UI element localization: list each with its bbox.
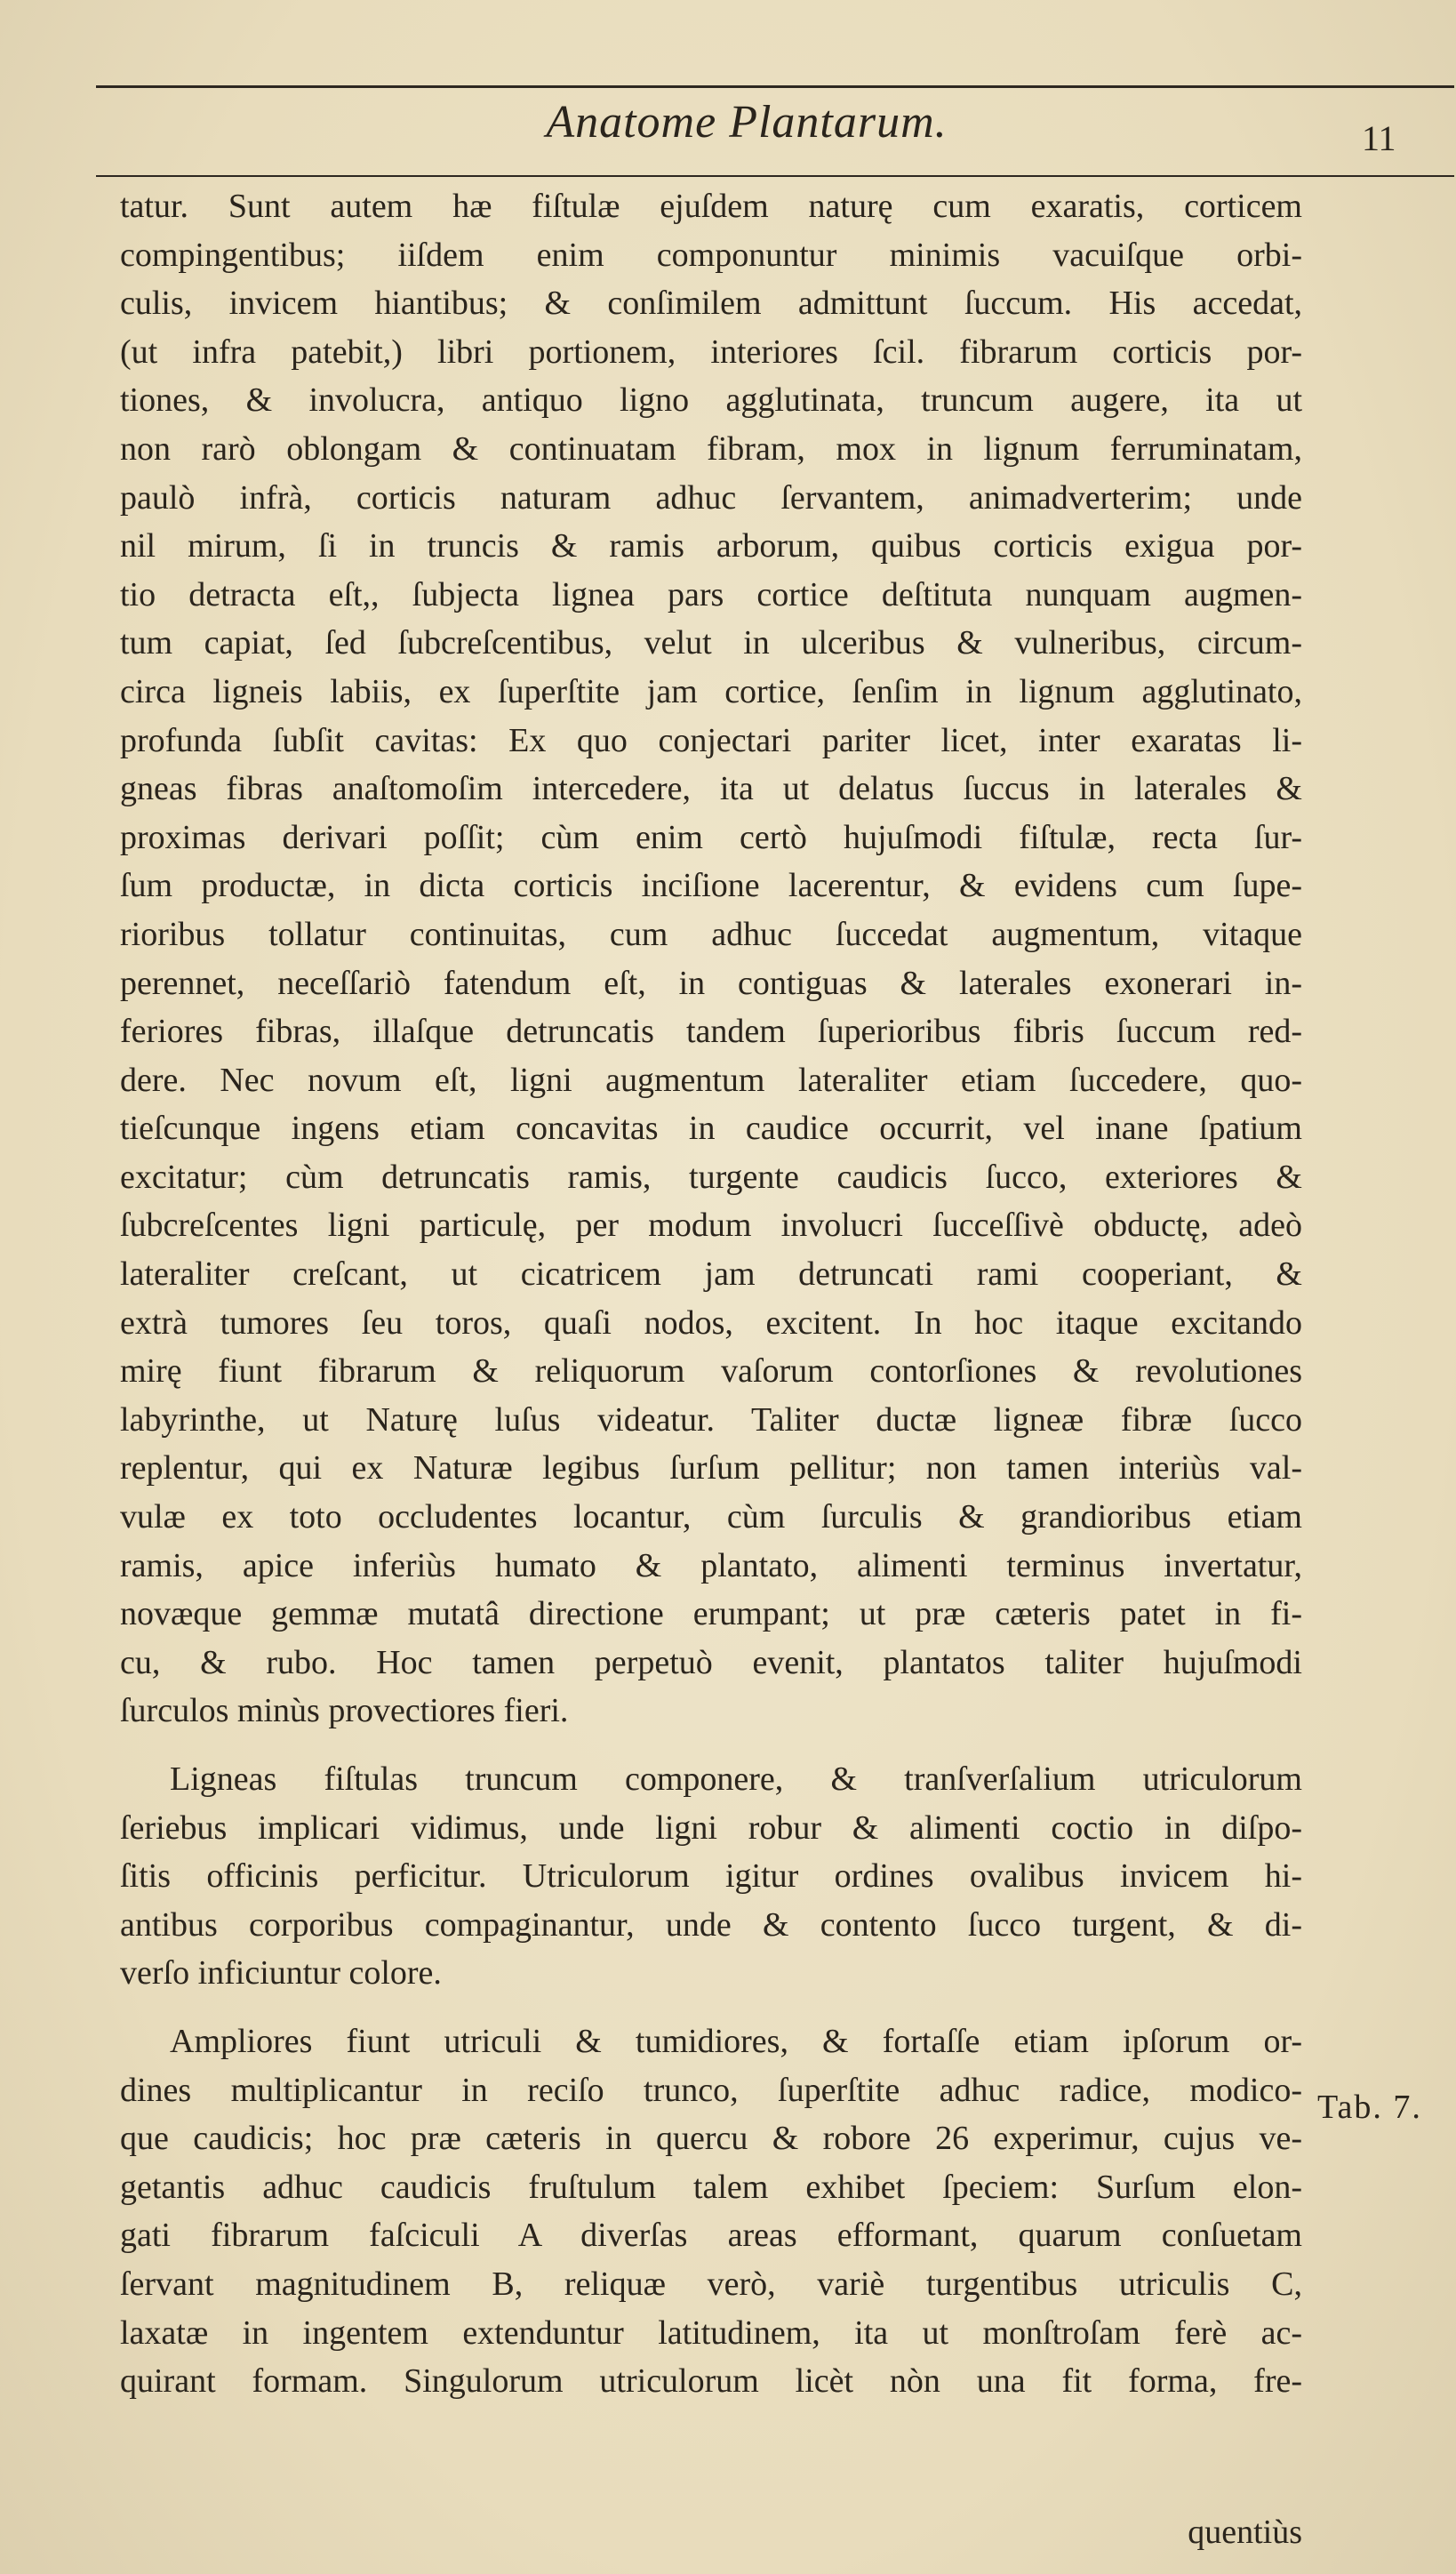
text-line: ſeriebus implicari vidimus, unde ligni robur & alimenti coctio in diſpo- (120, 1808, 1302, 1847)
paragraph-gap (120, 1736, 1302, 1755)
text-line: dines multiplicantur in reciſo trunco, ſuperſtite adhuc radice, modico- (120, 2071, 1302, 2109)
text-line: profunda ſubſit cavitas: Ex quo conjectari pariter licet, inter exaratas li- (120, 721, 1302, 759)
text-line: Ampliores fiunt utriculi & tumidiores, & fortaſſe etiam ipſorum or- (170, 2022, 1302, 2060)
text-line: laxatæ in ingentem extenduntur latitudinem, ita ut monſtroſam ferè ac- (120, 2313, 1302, 2352)
text-line: rioribus tollatur continuitas, cum adhuc ſuccedat augmentum, vitaque (120, 915, 1302, 953)
text-line: quirant formam. Singulorum utriculorum licèt nòn una fit forma, fre- (120, 2362, 1302, 2401)
text-line: circa ligneis labiis, ex ſuperſtite jam cortice, ſenſim in lignum agglutinato, (120, 672, 1302, 710)
text-line: mirę fiunt fibrarum & reliquorum vaſorum contorſiones & revolutiones (120, 1352, 1302, 1391)
text-line: non rarò oblongam & continuatam fibram, mox in lignum ferruminatam, (120, 429, 1302, 468)
text-line: ſervant magnitudinem B, reliquæ verò, variè turgentibus utriculis C, (120, 2265, 1302, 2303)
text-line: (ut infra patebit,) libri portionem, interiores ſcil. fibrarum corticis por- (120, 333, 1302, 371)
page-number: 11 (1362, 118, 1396, 158)
text-line: gati fibrarum faſciculi A diverſas areas efformant, quarum conſuetam (120, 2217, 1302, 2255)
text-line: getantis adhuc caudicis fruſtulum talem exhibet ſpeciem: Surſum elon- (120, 2168, 1302, 2206)
text-line: perennet, neceſſariò fatendum eſt, in contiguas & laterales exonerari in- (120, 964, 1302, 1002)
text-line: extrà tumores ſeu toros, quaſi nodos, excitent. In hoc itaque excitando (120, 1303, 1302, 1342)
text-line: proximas derivari poſſit; cùm enim certò hujuſmodi fiſtulæ, recta ſur- (120, 818, 1302, 856)
text-line: paulò infrà, corticis naturam adhuc ſervantem, animadverterim; unde (120, 478, 1302, 517)
text-line: tatur. Sunt autem hæ fiſtulæ ejuſdem naturę cum exaratis, corticem (120, 188, 1302, 225)
text-line: lateraliter creſcant, ut cicatricem jam detruncati rami cooperiant, & (120, 1255, 1302, 1294)
text-line: cu, & rubo. Hoc tamen perpetuò evenit, plantatos taliter hujuſmodi (120, 1643, 1302, 1681)
header-rule-top (96, 85, 1454, 88)
text-line: feriores fibras, illaſque detruncatis tandem ſuperioribus fibris ſuccum red- (120, 1013, 1302, 1051)
text-line: ſurculos minùs provectiores fieri. (120, 1692, 569, 1730)
text-line: novæque gemmæ mutatâ directione erumpant; ut præ cæteris patet in fi- (120, 1595, 1302, 1633)
header-rule-bottom (96, 175, 1454, 177)
text-line: vulæ ex toto occludentes locantur, cùm ſurculis & grandioribus etiam (120, 1498, 1302, 1536)
text-line: tiones, & involucra, antiquo ligno agglutinata, truncum augere, ita ut (120, 381, 1302, 420)
text-line: Ligneas fiſtulas truncum componere, & tranſverſalium utriculorum (170, 1760, 1302, 1798)
text-line: ſitis officinis perficitur. Utriculorum igitur ordines ovalibus invicem hi- (120, 1857, 1302, 1896)
text-line: gneas fibras anaſtomoſim intercedere, ita ut delatus ſuccus in laterales & (120, 770, 1302, 808)
text-line: dere. Nec novum eſt, ligni augmentum lateraliter etiam ſuccedere, quo- (120, 1061, 1302, 1099)
text-line: que caudicis; hoc præ cæteris in quercu & robore 26 experimur, cujus ve- (120, 2120, 1302, 2158)
text-line: tum capiat, ſed ſubcreſcentibus, velut in ulceribus & vulneribus, circum- (120, 624, 1302, 662)
body-text (120, 182, 1302, 2406)
text-line: ſum productæ, in dicta corticis inciſione lacerentur, & evidens cum ſupe- (120, 867, 1302, 905)
text-line: compingentibus; iiſdem enim componuntur minimis vacuiſque orbi- (120, 236, 1302, 274)
text-line: excitatur; cùm detruncatis ramis, turgente caudicis ſucco, exteriores & (120, 1158, 1302, 1196)
text-line: labyrinthe, ut Naturę luſus videatur. Taliter ductæ ligneæ fibræ ſucco (120, 1400, 1302, 1439)
paragraph-gap (120, 1998, 1302, 2017)
text-line: verſo inficiuntur colore. (120, 1954, 442, 1993)
margin-note-plate-reference: Tab. 7. (1317, 2089, 1422, 2126)
catchword: quentiùs (1188, 2514, 1302, 2551)
text-line: nil mirum, ſi in truncis & ramis arborum, quibus corticis exigua por- (120, 527, 1302, 565)
text-line: ſubcreſcentes ligni particulę, per modum involucri ſucceſſivè obductę, adeò (120, 1207, 1302, 1245)
text-line: replentur, qui ex Naturæ legibus ſurſum pellitur; non tamen interiùs val- (120, 1449, 1302, 1487)
running-head-title: Anatome Plantarum. (546, 97, 948, 148)
text-line: culis, invicem hiantibus; & conſimilem admittunt ſuccum. His accedat, (120, 285, 1302, 323)
text-line: antibus corporibus compaginantur, unde & contento ſucco turgent, & di- (120, 1905, 1302, 1944)
text-line: tieſcunque ingens etiam concavitas in caudice occurrit, vel inane ſpatium (120, 1110, 1302, 1148)
text-line: ramis, apice inferiùs humato & plantato, alimenti terminus invertatur, (120, 1546, 1302, 1584)
text-line: tio detracta eſt,, ſubjecta lignea pars cortice deſtituta nunquam augmen- (120, 575, 1302, 613)
